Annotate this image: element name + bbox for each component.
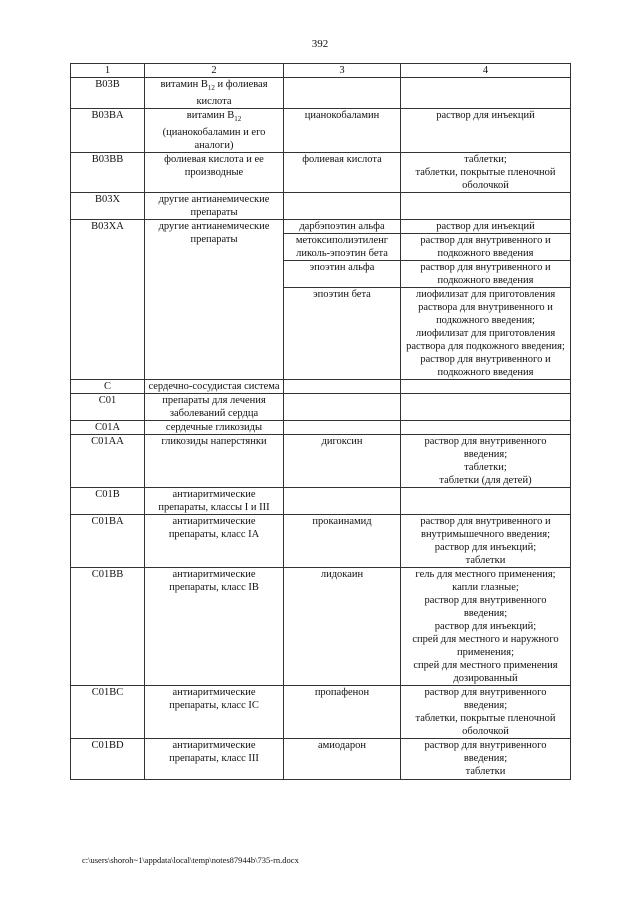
group-name-cell: антиаритмические препараты, класс IA	[145, 515, 284, 568]
table-row	[71, 109, 571, 153]
atc-code-cell: B03B	[71, 78, 145, 109]
dosage-form-cell: раствор для инъекций	[401, 220, 571, 234]
dosage-form-cell: раствор для инъекций	[401, 109, 571, 153]
dosage-form-cell: раствор для внутривенного и внутримышечного введения; раствор для инъекций; таблетки	[401, 515, 571, 568]
header-cell: 1	[71, 64, 145, 78]
group-name-cell: гликозиды наперстянки	[145, 435, 284, 488]
table-row	[71, 394, 571, 421]
header-cell: 4	[401, 64, 571, 78]
header-row	[71, 64, 571, 78]
substance-cell: эпоэтин альфа	[284, 261, 401, 288]
dosage-form-cell: раствор для внутривенного введения; таблетки	[401, 739, 571, 780]
atc-code-cell: C01B	[71, 488, 145, 515]
dosage-form-cell	[401, 78, 571, 109]
substance-cell: пропафенон	[284, 686, 401, 739]
substance-cell	[284, 488, 401, 515]
dosage-form-cell: лиофилизат для приготовления раствора для внутривенного и подкожного введения; лиофилизат для приготовления раствора для подкожного введения; раствор для внутривенного и подкожного введения	[401, 288, 571, 380]
substance-cell: эпоэтин бета	[284, 288, 401, 380]
table-row	[71, 193, 571, 220]
group-name-cell: антиаритмические препараты, класс IB	[145, 568, 284, 686]
table-row	[71, 686, 571, 739]
group-name-cell: другие антианемические препараты	[145, 193, 284, 220]
table-row	[71, 380, 571, 394]
header-cell: 3	[284, 64, 401, 78]
table-row	[71, 220, 571, 234]
table-row	[71, 153, 571, 193]
drug-table	[70, 63, 571, 780]
group-name-cell: фолиевая кислота и ее производные	[145, 153, 284, 193]
atc-code-cell: C01A	[71, 421, 145, 435]
substance-cell: фолиевая кислота	[284, 153, 401, 193]
group-name-cell: антиаритмические препараты, классы I и III	[145, 488, 284, 515]
atc-code-cell: C01BB	[71, 568, 145, 686]
table-row	[71, 568, 571, 686]
substance-cell: амиодарон	[284, 739, 401, 780]
dosage-form-cell	[401, 488, 571, 515]
group-name-cell: препараты для лечения заболеваний сердца	[145, 394, 284, 421]
dosage-form-cell	[401, 421, 571, 435]
group-name-cell: сердечные гликозиды	[145, 421, 284, 435]
atc-code-cell: B03BA	[71, 109, 145, 153]
atc-code-cell: C01BC	[71, 686, 145, 739]
atc-code-cell: B03BB	[71, 153, 145, 193]
substance-cell	[284, 78, 401, 109]
substance-cell: метоксиполиэтиленг ликоль-эпоэтин бета	[284, 234, 401, 261]
dosage-form-cell: раствор для внутривенного введения; таблетки, покрытые пленочной оболочкой	[401, 686, 571, 739]
dosage-form-cell	[401, 380, 571, 394]
substance-cell	[284, 380, 401, 394]
page-number: 392	[311, 38, 329, 50]
atc-code-cell: C01BD	[71, 739, 145, 780]
group-name-cell: витамин $B_{12}$ и фолиевая кислота	[145, 78, 284, 109]
atc-code-cell: C	[71, 380, 145, 394]
table-row	[71, 78, 571, 109]
table-row	[71, 421, 571, 435]
substance-cell	[284, 421, 401, 435]
atc-code-cell: C01	[71, 394, 145, 421]
footer-file-path: c:\users\shoroh~1\appdata\local\temp\notes87944b\735-rn.docx	[82, 855, 299, 865]
substance-cell: прокаинамид	[284, 515, 401, 568]
substance-cell: лидокаин	[284, 568, 401, 686]
atc-code-cell: C01BA	[71, 515, 145, 568]
substance-cell	[284, 193, 401, 220]
atc-code-cell: B03XA	[71, 220, 145, 380]
group-name-cell: витамин $B_{12}$ (цианокобаламин и его аналоги)	[145, 109, 284, 153]
dosage-form-cell: раствор для внутривенного и подкожного введения	[401, 261, 571, 288]
table-row	[71, 739, 571, 780]
substance-cell: дарбэпоэтин альфа	[284, 220, 401, 234]
group-name-cell: антиаритмические препараты, класс IC	[145, 686, 284, 739]
dosage-form-cell: раствор для внутривенного и подкожного введения	[401, 234, 571, 261]
dosage-form-cell	[401, 394, 571, 421]
group-name-cell: другие антианемические препараты	[145, 220, 284, 380]
dosage-form-cell: раствор для внутривенного введения; таблетки; таблетки (для детей)	[401, 435, 571, 488]
group-name-cell: антиаритмические препараты, класс III	[145, 739, 284, 780]
table-row	[71, 515, 571, 568]
table-row	[71, 435, 571, 488]
dosage-form-cell: таблетки; таблетки, покрытые пленочной оболочкой	[401, 153, 571, 193]
dosage-form-cell: гель для местного применения; капли глазные; раствор для внутривенного введения; раствор для инъекций; спрей для местного и наружного применения; спрей для местного применения дозированный	[401, 568, 571, 686]
atc-code-cell: C01AA	[71, 435, 145, 488]
header-cell: 2	[145, 64, 284, 78]
substance-cell: цианокобаламин	[284, 109, 401, 153]
group-name-cell: сердечно-сосудистая система	[145, 380, 284, 394]
table-row	[71, 488, 571, 515]
dosage-form-cell	[401, 193, 571, 220]
atc-code-cell: B03X	[71, 193, 145, 220]
substance-cell: дигоксин	[284, 435, 401, 488]
substance-cell	[284, 394, 401, 421]
